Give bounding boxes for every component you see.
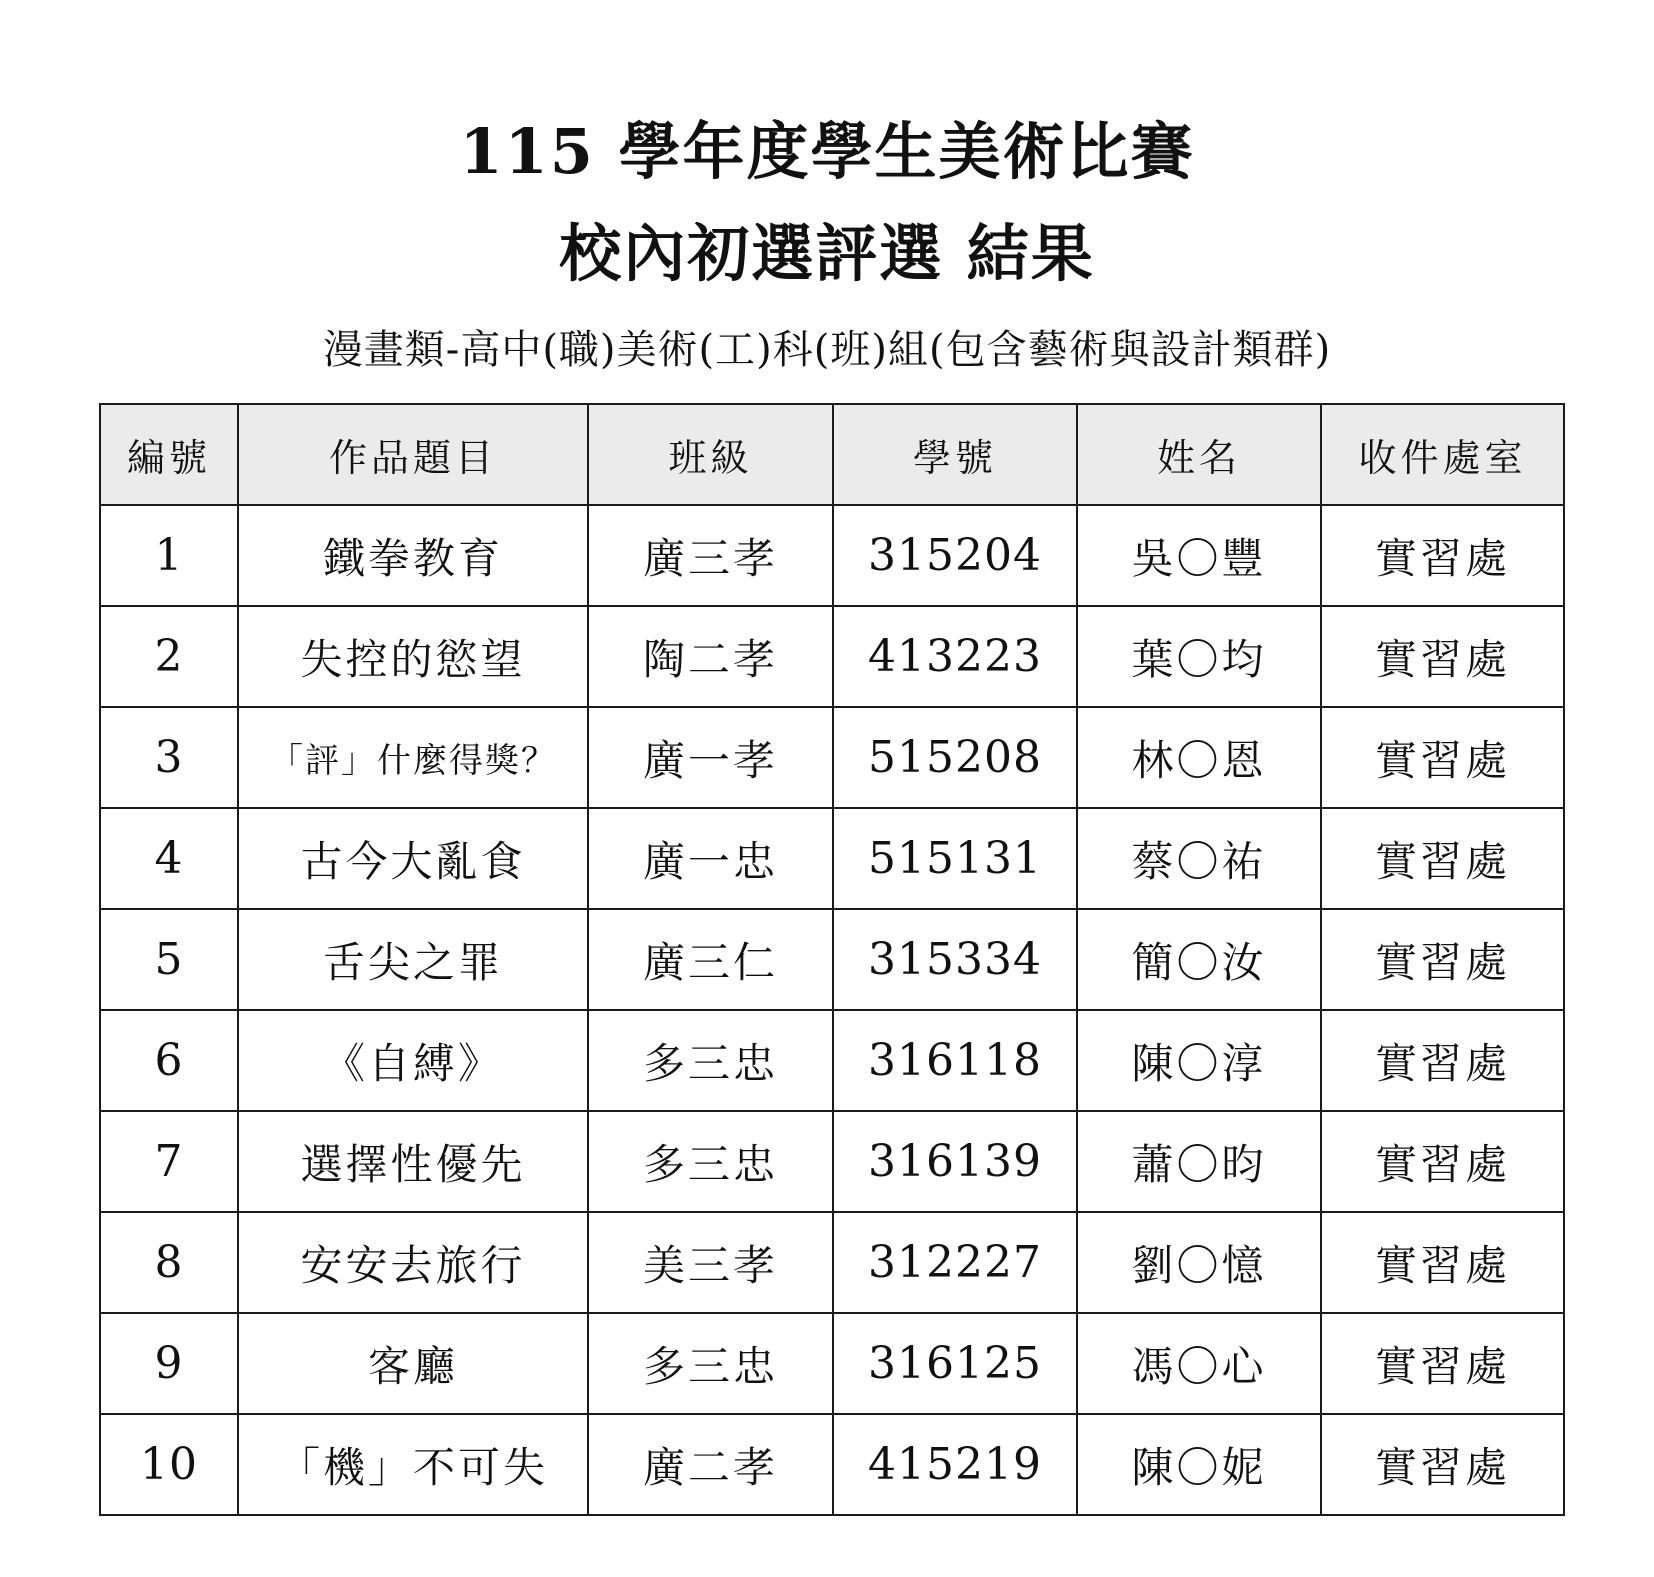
header-name: 姓名 — [1077, 404, 1321, 505]
cell-name: 簡〇汝 — [1077, 909, 1321, 1010]
document-title: 115 學年度學生美術比賽 — [459, 115, 1195, 188]
cell-student-id: 316139 — [833, 1111, 1077, 1212]
cell-student-id: 316118 — [833, 1010, 1077, 1111]
cell-topic: 安安去旅行 — [238, 1212, 588, 1313]
cell-class: 陶二孝 — [588, 606, 833, 707]
cell-name: 吳〇豐 — [1077, 505, 1321, 606]
cell-topic: 「機」不可失 — [238, 1414, 588, 1515]
cell-student-id: 315204 — [833, 505, 1077, 606]
cell-office: 實習處 — [1321, 909, 1564, 1010]
cell-topic: 選擇性優先 — [238, 1111, 588, 1212]
cell-office: 實習處 — [1321, 1414, 1564, 1515]
cell-office: 實習處 — [1321, 1111, 1564, 1212]
cell-office: 實習處 — [1321, 707, 1564, 808]
cell-topic: 《自縛》 — [238, 1010, 588, 1111]
cell-number: 10 — [100, 1414, 238, 1515]
cell-topic: 失控的慾望 — [238, 606, 588, 707]
header-office: 收件處室 — [1321, 404, 1564, 505]
cell-student-id: 413223 — [833, 606, 1077, 707]
cell-name: 葉〇均 — [1077, 606, 1321, 707]
cell-name: 蕭〇昀 — [1077, 1111, 1321, 1212]
cell-number: 6 — [100, 1010, 238, 1111]
table-header-row — [100, 404, 1564, 505]
table-row — [100, 1010, 1564, 1111]
document-subtitle-result: 校內初選評選 結果 — [559, 217, 1095, 290]
cell-topic: 舌尖之罪 — [238, 909, 588, 1010]
cell-office: 實習處 — [1321, 1313, 1564, 1414]
results-table — [99, 403, 1565, 1516]
header-number: 編號 — [100, 404, 238, 505]
cell-student-id: 515131 — [833, 808, 1077, 909]
header-class: 班級 — [588, 404, 833, 505]
cell-number: 9 — [100, 1313, 238, 1414]
table-row — [100, 606, 1564, 707]
table-row — [100, 1111, 1564, 1212]
cell-name: 陳〇淳 — [1077, 1010, 1321, 1111]
cell-number: 3 — [100, 707, 238, 808]
category-description: 漫畫類-高中(職)美術(工)科(班)組(包含藝術與設計類群) — [322, 327, 1332, 373]
table-row — [100, 505, 1564, 606]
cell-class: 廣三孝 — [588, 505, 833, 606]
table-row — [100, 1414, 1564, 1515]
table-row — [100, 707, 1564, 808]
cell-number: 2 — [100, 606, 238, 707]
cell-class: 多三忠 — [588, 1313, 833, 1414]
table-row — [100, 1313, 1564, 1414]
cell-number: 8 — [100, 1212, 238, 1313]
cell-topic: 「評」什麼得獎？ — [238, 707, 588, 808]
cell-name: 劉〇憶 — [1077, 1212, 1321, 1313]
cell-office: 實習處 — [1321, 1212, 1564, 1313]
cell-student-id: 312227 — [833, 1212, 1077, 1313]
cell-name: 林〇恩 — [1077, 707, 1321, 808]
cell-name: 陳〇妮 — [1077, 1414, 1321, 1515]
cell-student-id: 315334 — [833, 909, 1077, 1010]
cell-name: 蔡〇祐 — [1077, 808, 1321, 909]
cell-class: 廣一忠 — [588, 808, 833, 909]
cell-name: 馮〇心 — [1077, 1313, 1321, 1414]
cell-class: 廣三仁 — [588, 909, 833, 1010]
cell-class: 廣二孝 — [588, 1414, 833, 1515]
table-row — [100, 909, 1564, 1010]
cell-topic: 鐵拳教育 — [238, 505, 588, 606]
cell-class: 廣一孝 — [588, 707, 833, 808]
cell-class: 多三忠 — [588, 1010, 833, 1111]
header-student-id: 學號 — [833, 404, 1077, 505]
cell-office: 實習處 — [1321, 505, 1564, 606]
table-row — [100, 808, 1564, 909]
cell-topic: 客廳 — [238, 1313, 588, 1414]
cell-student-id: 316125 — [833, 1313, 1077, 1414]
cell-office: 實習處 — [1321, 808, 1564, 909]
cell-topic: 古今大亂食 — [238, 808, 588, 909]
cell-office: 實習處 — [1321, 606, 1564, 707]
cell-number: 4 — [100, 808, 238, 909]
cell-number: 7 — [100, 1111, 238, 1212]
cell-student-id: 415219 — [833, 1414, 1077, 1515]
cell-class: 多三忠 — [588, 1111, 833, 1212]
cell-number: 1 — [100, 505, 238, 606]
cell-office: 實習處 — [1321, 1010, 1564, 1111]
cell-class: 美三孝 — [588, 1212, 833, 1313]
header-topic: 作品題目 — [238, 404, 588, 505]
table-row — [100, 1212, 1564, 1313]
cell-number: 5 — [100, 909, 238, 1010]
cell-student-id: 515208 — [833, 707, 1077, 808]
